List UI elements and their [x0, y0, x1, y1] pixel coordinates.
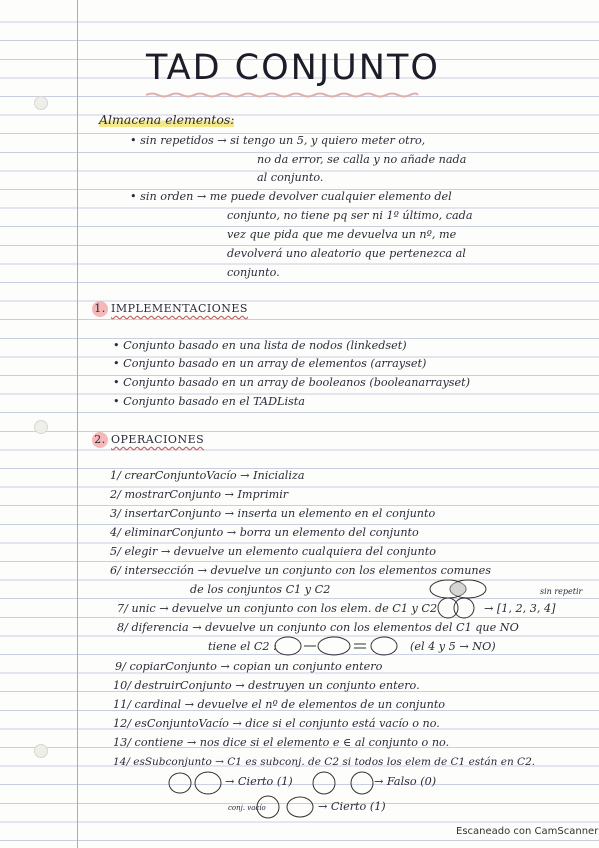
punch-hole — [34, 744, 48, 758]
section-title: IMPLEMENTACIONES — [111, 302, 248, 315]
operation-item: 3/ insertarConjunto → inserta un elemento en el conjunto — [110, 507, 436, 520]
operation-item: 6/ intersección → devuelve un conjunto con los elementos comunes — [110, 564, 491, 577]
scanner-watermark: Escaneado con CamScanner — [456, 826, 599, 837]
union-venn-diagram — [432, 597, 482, 619]
subset-true-result: → Cierto (1) — [225, 775, 293, 788]
operation-item: 14/ esSubconjunto → C1 es subconj. de C2 si todos los elem de C1 están en C2. — [113, 756, 536, 768]
intro-line: vez que pida que me devuelva un nº, me — [227, 228, 457, 241]
list-item: • Conjunto basado en el TADLista — [113, 395, 305, 408]
intro-line: conjunto. — [227, 266, 280, 279]
empty-subset-result: → Cierto (1) — [318, 800, 386, 813]
empty-set-note: conj. vacío — [228, 804, 266, 812]
section-number: 1. — [92, 301, 108, 317]
intro-heading: Almacena elementos: — [99, 112, 235, 127]
section-1-header — [92, 301, 248, 317]
punch-hole — [34, 96, 48, 110]
sin-repetir-note: sin repetir — [540, 587, 583, 596]
list-item: • Conjunto basado en una lista de nodos (linkedset) — [113, 339, 407, 352]
section-number: 2. — [92, 432, 108, 448]
section-2-header — [92, 432, 204, 448]
operation-item: 2/ mostrarConjunto → Imprimir — [110, 488, 289, 501]
intro-line: al conjunto. — [257, 171, 324, 184]
operation-item: 7/ unic → devuelve un conjunto con los elem. de C1 y C2 — [117, 602, 438, 615]
difference-sets-diagram — [274, 635, 404, 657]
list-item: • Conjunto basado en un array de booleanos (booleanarrayset) — [113, 376, 471, 389]
operation-item: 8/ diferencia → devuelve un conjunto con los elementos del C1 que NO — [117, 621, 519, 634]
operation-item: 9/ copiarConjunto → copian un conjunto entero — [115, 660, 383, 673]
operation-item: 1/ crearConjuntoVacío → Inicializa — [110, 469, 305, 482]
title-underline — [146, 92, 418, 98]
operation-item: 12/ esConjuntoVacío → dice si el conjunto está vacío o no. — [113, 717, 440, 730]
operation-item: 10/ destruirConjunto → destruyen un conjunto entero. — [113, 679, 420, 692]
operation-item: 4/ eliminarConjunto → borra un elemento del conjunto — [110, 526, 419, 539]
intro-line: conjunto, no tiene pq ser ni 1º último, cada — [227, 209, 473, 222]
page-title: TAD CONJUNTO — [146, 48, 440, 88]
difference-result: (el 4 y 5 → NO) — [410, 640, 496, 653]
margin-line — [77, 0, 78, 848]
intro-line: • sin repetidos → si tengo un 5, y quiero meter otro, — [130, 134, 426, 147]
operation-item: 11/ cardinal → devuelve el nº de elementos de un conjunto — [113, 698, 446, 711]
operation-item: 5/ elegir → devuelve un elemento cualquiera del conjunto — [110, 545, 436, 558]
operation-item: tiene el C2 : — [208, 640, 277, 653]
section-title: OPERACIONES — [111, 433, 205, 446]
intro-line: no da error, se calla y no añade nada — [257, 153, 467, 166]
union-result: → [1, 2, 3, 4] — [484, 602, 556, 615]
intro-line: • sin orden → me puede devolver cualquier elemento del — [130, 190, 452, 203]
operation-item: de los conjuntos C1 y C2 — [190, 583, 331, 596]
list-item: • Conjunto basado en un array de elementos (arrayset) — [113, 357, 427, 370]
subset-false-result: → Falso (0) — [374, 775, 437, 788]
operation-item: 13/ contiene → nos dice si el elemento e ∈ al conjunto o no. — [113, 736, 450, 749]
punch-hole — [34, 420, 48, 434]
intro-line: devolverá uno aleatorio que pertenezca al — [227, 247, 466, 260]
